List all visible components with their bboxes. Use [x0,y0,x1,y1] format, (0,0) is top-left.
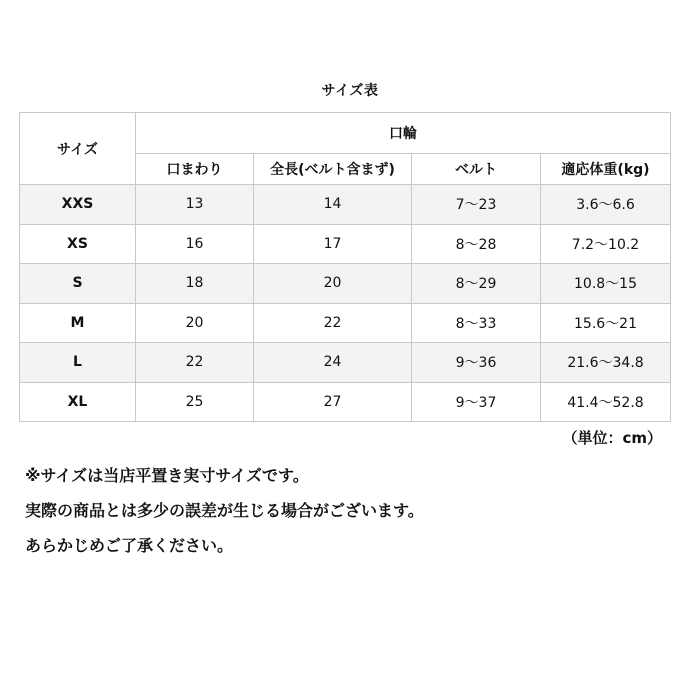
size-column-header: サイズ [20,113,136,185]
table-row [20,343,671,383]
table-cell: 20 [136,303,254,343]
column-header-total-length: 全長(ベルト含まず) [254,154,412,185]
table-cell: 8～33 [412,303,541,343]
table-cell: 18 [136,264,254,304]
size-table [19,112,671,422]
size-cell: S [20,264,136,304]
size-cell: XL [20,382,136,422]
table-cell: 24 [254,343,412,383]
table-cell: 8～29 [412,264,541,304]
size-cell: L [20,343,136,383]
table-cell: 13 [136,185,254,225]
table-cell: 25 [136,382,254,422]
size-cell: M [20,303,136,343]
page-title: サイズ表 [321,83,379,99]
table-cell: 16 [136,224,254,264]
size-cell: XS [20,224,136,264]
unit-label: （単位：cm） [562,429,662,447]
table-cell: 15.6～21 [541,303,671,343]
table-row [20,224,671,264]
note-line: ※サイズは当店平置き実寸サイズです。 [25,466,309,485]
column-header-belt: ベルト [412,154,541,185]
table-cell: 10.8～15 [541,264,671,304]
table-cell: 21.6～34.8 [541,343,671,383]
table-cell: 17 [254,224,412,264]
note-line: 実際の商品とは多少の誤差が生じる場合がございます。 [25,501,424,520]
table-row [20,264,671,304]
table-row [20,185,671,225]
table-cell: 8～28 [412,224,541,264]
muzzle-group-header: 口輪 [136,113,671,154]
table-cell: 9～37 [412,382,541,422]
table-cell: 20 [254,264,412,304]
column-header-weight: 適応体重(kg) [541,154,671,185]
table-cell: 22 [136,343,254,383]
notes [25,458,424,563]
table-row [20,382,671,422]
table-cell: 7.2～10.2 [541,224,671,264]
table-cell: 9～36 [412,343,541,383]
table-cell: 7～23 [412,185,541,225]
column-header-muzzle-circumference: 口まわり [136,154,254,185]
table-cell: 22 [254,303,412,343]
table-cell: 14 [254,185,412,225]
table-cell: 3.6～6.6 [541,185,671,225]
table-cell: 41.4～52.8 [541,382,671,422]
size-cell: XXS [20,185,136,225]
note-line: あらかじめご了承ください。 [25,536,234,555]
table-cell: 27 [254,382,412,422]
table-row [20,303,671,343]
